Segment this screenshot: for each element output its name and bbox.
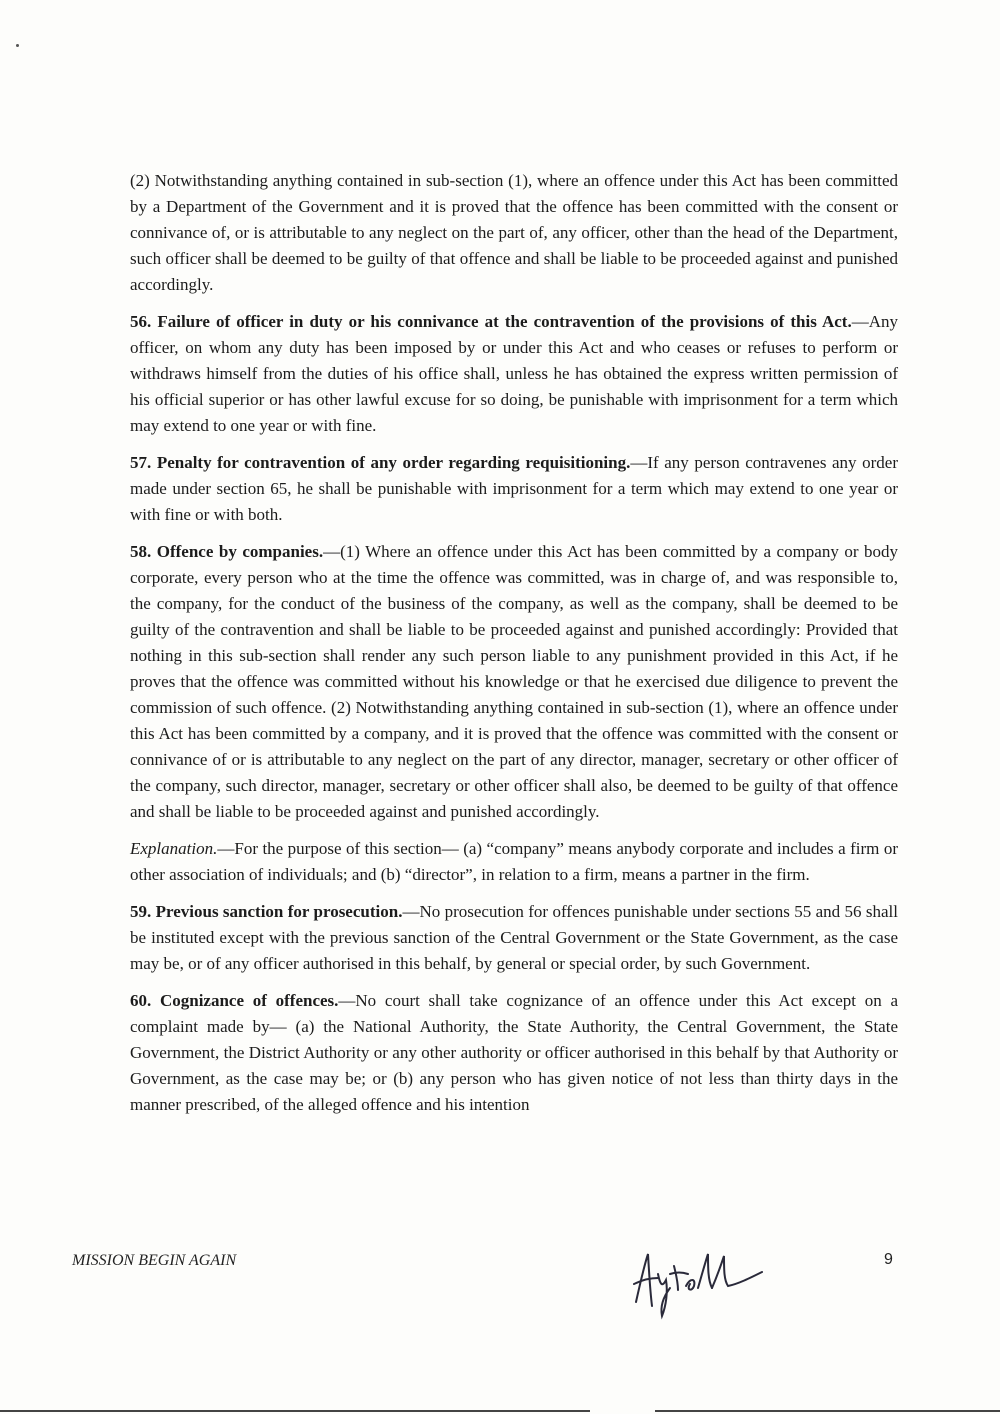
paragraph-section-57 [130,450,898,528]
section-heading: 56. Failure of officer in duty or his connivance at the contravention of the provisions of this Act. [130,312,852,331]
paragraph-text: —For the purpose of this section— (a) “company” means anybody corporate and includes a firm or other association of individuals; and (b) “director”, in relation to a firm, means a partner in the firm. [130,839,898,884]
signature-icon [628,1244,768,1320]
page-number: 9 [884,1251,893,1268]
paragraph-section-60 [130,988,898,1118]
scan-edge-line [0,1410,590,1412]
scan-speck [16,44,19,47]
paragraph-section-55-2 [130,168,898,298]
paragraph-section-58 [130,539,898,825]
paragraph-section-59 [130,899,898,977]
paragraph-text: —If any person contravenes any order made under section 65, he shall be punishable with imprisonment for a term which may extend to one year or with fine or with both. [130,453,898,524]
footer-campaign-text: MISSION BEGIN AGAIN [72,1252,237,1269]
paragraph-text: —(1) Where an offence under this Act has been committed by a company or body corporate, every person who at the time the offence was committed, was in charge of, and was responsible to, the company, for the conduct of the business of the company, as well as the company, shall be deemed to be guilty of the contravention and shall be liable to be proceeded against and punished accordingly: Provided that nothing in this sub-section shall render any such person liable to any punishment provided in this Act, if he proves that the offence was committed without his knowledge or that he exercised due diligence to prevent the commission of such offence. (2) Notwithstanding anything contained in sub-section (1), where an offence under this Act has been committed by a company, and it is proved that the offence was committed with the consent or connivance of or is attributable to any neglect on the part of any director, manager, secretary or other officer of the company, such director, manager, secretary or other officer shall also, be deemed to be guilty of that offence and shall be liable to be proceeded against and punished accordingly. [130,542,898,821]
section-heading: 58. Offence by companies. [130,542,324,561]
paragraph-text: —Any officer, on whom any duty has been imposed by or under this Act and who ceases or refuses to perform or withdraws himself from the duties of his office shall, unless he has obtained the express written permission of his official superior or has other lawful excuse for so doing, be punishable with imprisonment for a term which may extend to one year or with fine. [130,312,898,435]
section-heading: 60. Cognizance of offences. [130,991,339,1010]
document-body [130,168,898,1129]
paragraph-explanation [130,836,898,888]
section-heading: 59. Previous sanction for prosecution. [130,902,403,921]
section-heading: 57. Penalty for contravention of any order regarding requisitioning. [130,453,631,472]
paragraph-text: (2) Notwithstanding anything contained in sub-section (1), where an offence under this Act has been committed by a Department of the Government and it is proved that the offence has been committed with the consent or connivance of, or is attributable to any neglect on the part of, any officer, other than the head of the Department, such officer shall be deemed to be guilty of that offence and shall be liable to be proceeded against and punished accordingly. [130,171,898,294]
scan-edge-line [655,1410,1000,1412]
paragraph-section-56 [130,309,898,439]
paragraph-text: —No prosecution for offences punishable under sections 55 and 56 shall be instituted except with the previous sanction of the Central Government or the State Government, as the case may be, or of any officer authorised in this behalf, by general or special order, by such Government. [130,902,898,973]
explanation-label: Explanation. [130,839,218,858]
paragraph-text: —No court shall take cognizance of an offence under this Act except on a complaint made by— (a) the National Authority, the State Authority, the Central Government, the State Government, the District Authority or any other authority or officer authorised in this behalf by that Authority or Government, as the case may be; or (b) any person who has given notice of not less than thirty days in the manner prescribed, of the alleged offence and his intention [130,991,898,1114]
